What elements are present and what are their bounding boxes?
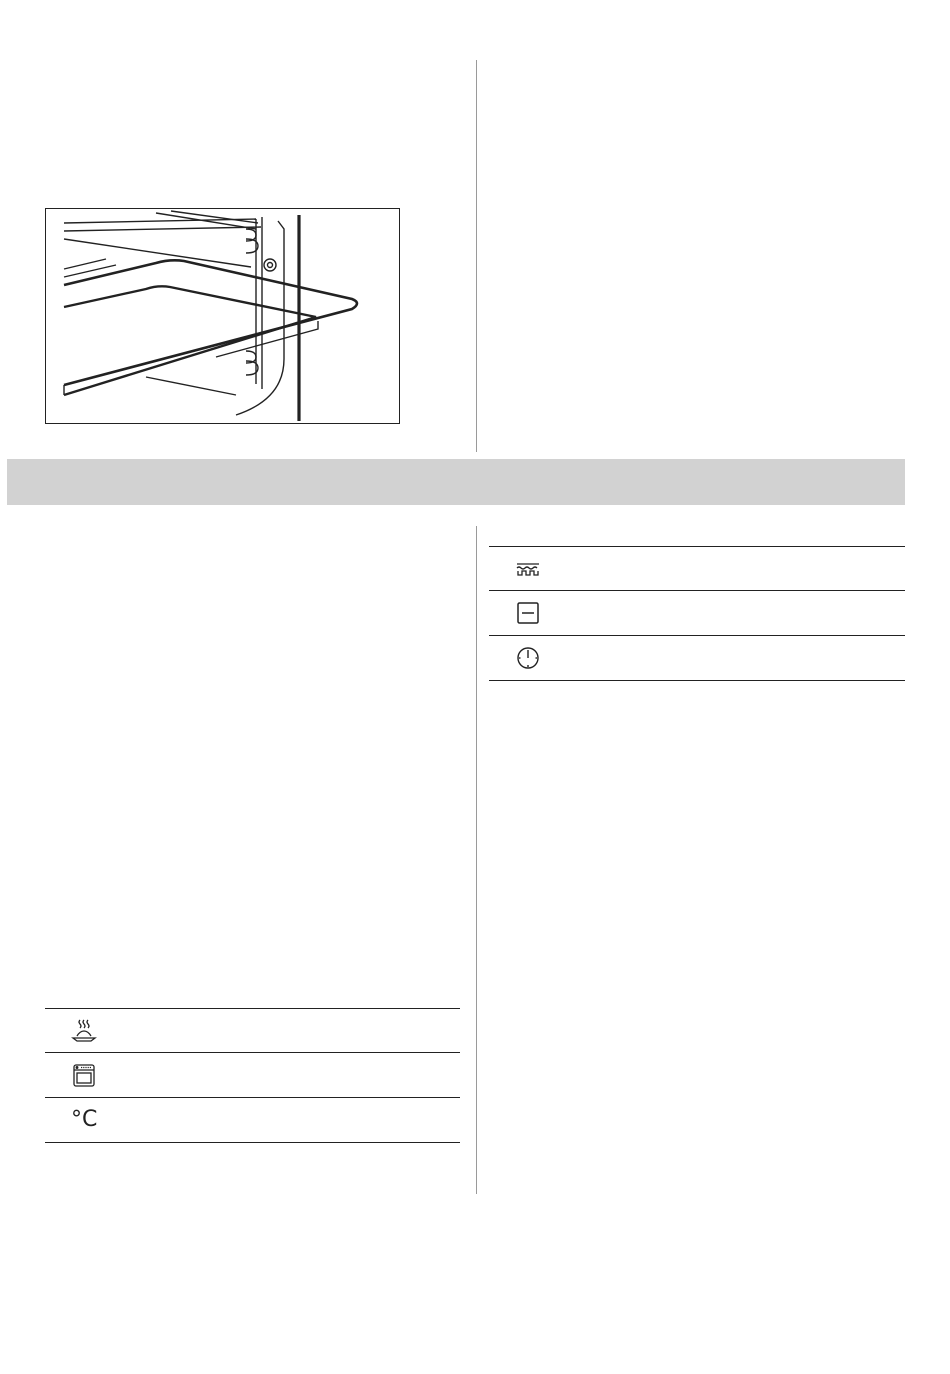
column-divider-top (476, 60, 477, 452)
heating-up-icon (515, 555, 541, 583)
oven-function-icon (71, 1061, 97, 1089)
clock-icon (515, 644, 541, 672)
table-row (45, 1008, 460, 1053)
table-row (489, 591, 905, 636)
table-row (489, 546, 905, 591)
table-row (45, 1098, 460, 1143)
display-symbols-table-left (45, 1008, 460, 1143)
oven-tray-illustration (45, 208, 400, 424)
column-divider-bottom (476, 526, 477, 1194)
table-row (489, 636, 905, 681)
oven-tray-drawing (46, 209, 400, 424)
minute-minder-icon (515, 599, 541, 627)
section-header-band (7, 459, 905, 505)
table-row (45, 1053, 460, 1098)
keep-warm-icon (71, 1017, 97, 1045)
celsius-icon: °C (71, 1107, 98, 1132)
display-symbols-table-right (489, 546, 905, 681)
